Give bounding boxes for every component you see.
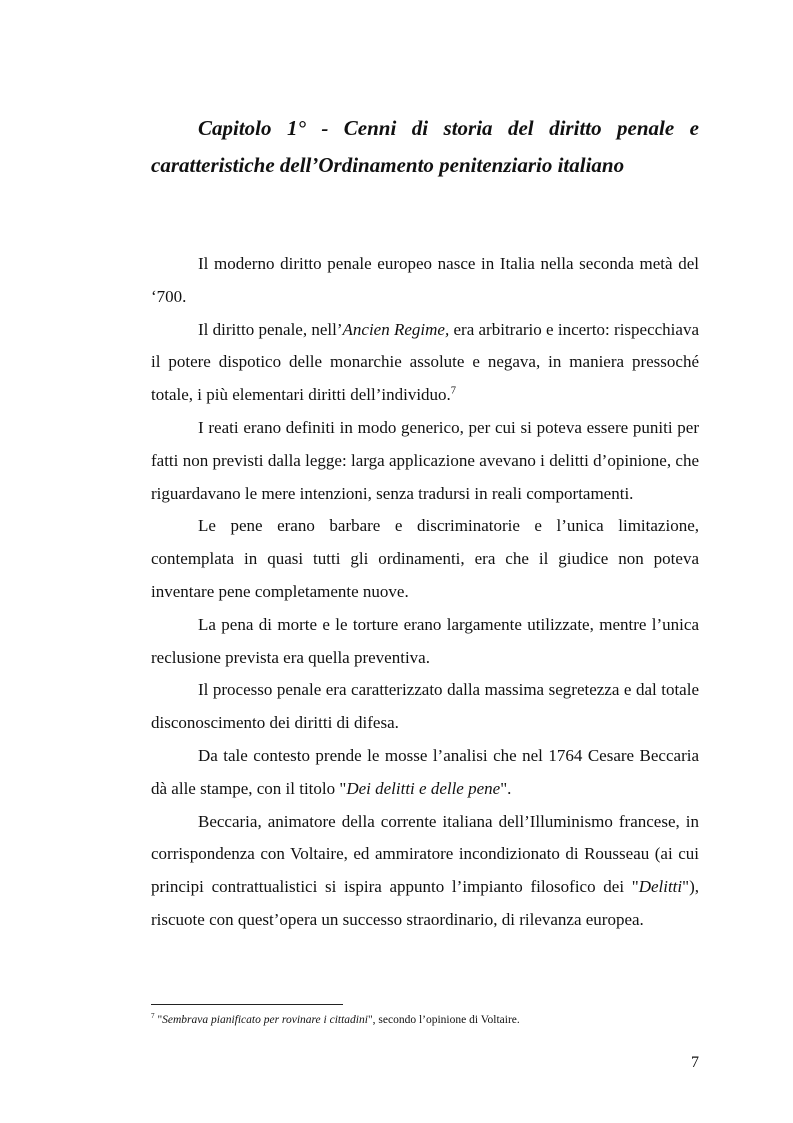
book-title: Dei delitti e delle pene <box>346 778 501 798</box>
body-text <box>151 248 699 937</box>
paragraph-2-start: Il diritto penale, nell’ <box>198 319 343 339</box>
paragraph-1: Il moderno diritto penale europeo nasce in Italia nella seconda metà del ‘700. <box>151 254 699 306</box>
paragraph-2 <box>151 314 699 412</box>
paragraph-6: Il processo penale era caratterizzato dalla massima segretezza e dal totale disconoscimento dei diritti di difesa. <box>151 680 699 733</box>
chapter-title: Capitolo 1° - Cenni di storia del diritto penale e caratteristiche dell’Ordinamento penitenziario italiano <box>151 116 699 177</box>
footnote <box>151 1011 711 1029</box>
paragraph-5: La pena di morte e le torture erano largamente utilizzate, mentre l’unica reclusione prevista era quella preventiva. <box>151 614 699 667</box>
paragraph-7 <box>151 740 699 806</box>
footnote-reference: 7 <box>450 385 457 397</box>
footnote-quote-open: " <box>154 1014 163 1026</box>
paragraph-2-rest: era arbitrario e incerto: rispecchiava il potere dispotico delle monarchie assolute e negava, in maniera pressoché totale, i più elementari diritti dell’individuo. <box>151 319 699 405</box>
footnote-number: 7 <box>151 1012 155 1021</box>
footnote-rest: ", secondo l’opinione di Voltaire. <box>367 1014 520 1026</box>
paragraph-3: I reati erano definiti in modo generico, per cui si poteva essere puniti per fatti non previsti dalla legge: larga applicazione avevano i delitti d’opinione, che riguardavano le mere intenzioni, senza tradursi in reali comportamenti. <box>151 417 699 503</box>
paragraph-7-start: Da tale contesto prende le mosse l’analisi che nel 1764 Cesare Beccaria dà alle stampe, con il titolo " <box>151 745 699 798</box>
paragraph-8-start: Beccaria, animatore della corrente italiana dell’Illuminismo francese, in corrispondenza con Voltaire, ed ammiratore incondizionato di Rousseau (ai cui principi contrattualistici si ispira appunto l’impianto filosofico dei " <box>151 811 699 897</box>
ancien-regime-term: Ancien Regime, <box>342 319 450 339</box>
paragraph-8-end: "), riscuote con quest’opera un successo straordinario, di rilevanza europea. <box>151 877 699 929</box>
paragraph-4: Le pene erano barbare e discriminatorie e l’unica limitazione, contemplata in quasi tutti gli ordinamenti, era che il giudice non poteva inventare pene completamente nuove. <box>151 516 699 601</box>
footnote-quote: Sembrava pianificato per rovinare i cittadini <box>162 1014 368 1026</box>
page-number: 7 <box>691 1054 699 1071</box>
paragraph-8 <box>151 806 699 937</box>
delitti-term: Delitti <box>638 877 683 897</box>
footnote-divider <box>151 1004 343 1005</box>
paragraph-7-end: ". <box>500 778 512 798</box>
